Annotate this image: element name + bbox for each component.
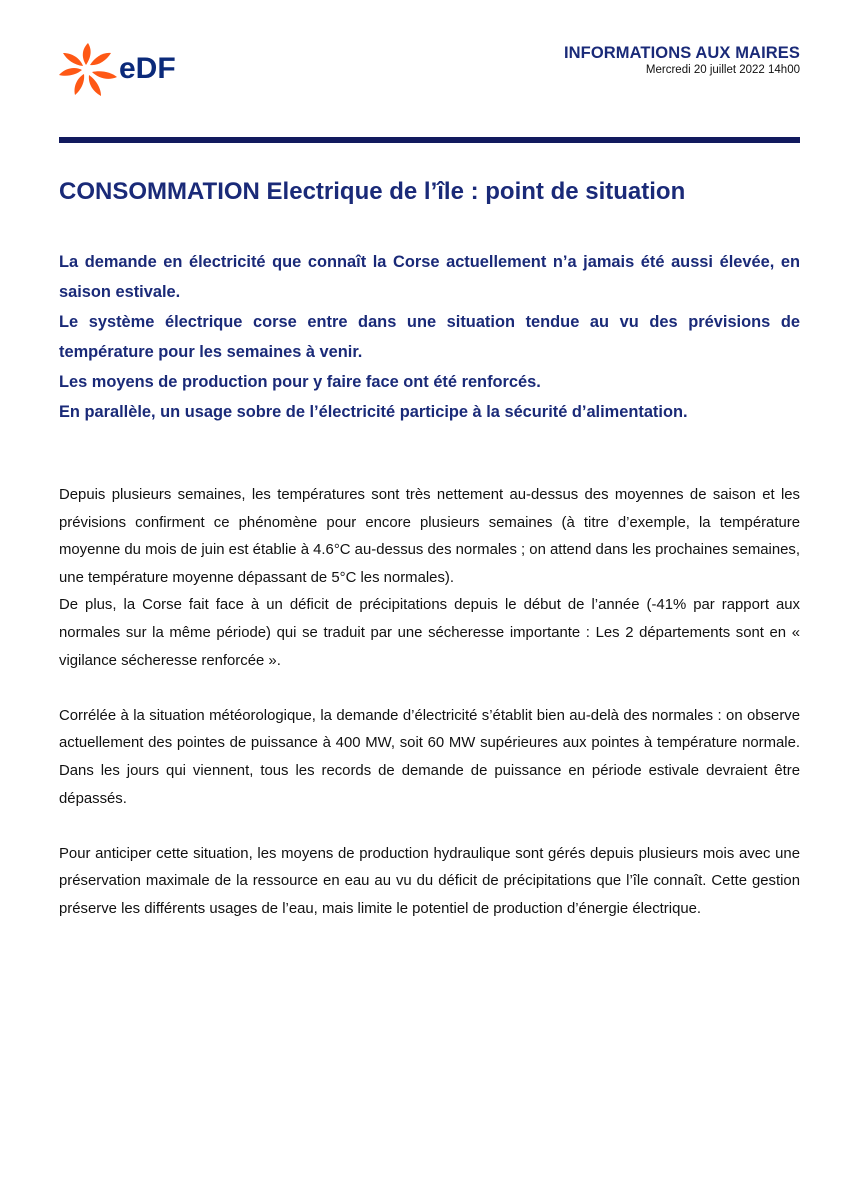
paragraph-spacer xyxy=(59,813,800,841)
body-paragraph: Pour anticiper cette situation, les moyens de production hydraulique sont gérés depuis plusieurs mois avec une préservation maximale de la ressource en eau au vu du déficit de précipitations que l’île connaît. Cette gestion préserve les différents usages de l’eau, mais limite le potentiel de production d’énergie électrique. xyxy=(59,845,800,917)
edf-logo xyxy=(57,41,187,97)
body-paragraph: Depuis plusieurs semaines, les températures sont très nettement au-dessus des moyennes de saison et les prévisions confirment ce phénomène pour encore plusieurs semaines (à titre d’exemple, la température moyenne du mois de juin est établie à 4.6°C au-dessus des normales ; on attend dans les prochaines semaines, une température moyenne dépassant de 5°C les normales). xyxy=(59,487,800,586)
body-paragraph: De plus, la Corse fait face à un déficit de précipitations depuis le début de l’année (-41% par rapport aux normales sur la même période) qui se traduit par une sécheresse importante : Les 2 départements sont en « vigilance sécheresse renforcée ». xyxy=(59,597,800,669)
lead-line: Les moyens de production pour y faire face ont été renforcés. xyxy=(59,373,541,391)
body-paragraph: Corrélée à la situation météorologique, la demande d’électricité s’établit bien au-delà des normales : on observe actuellement des pointes de puissance à 400 MW, soit 60 MW supérieures aux pointes à température normale. Dans les jours qui viennent, tous les records de demande de puissance en période estivale devraient être dépassés. xyxy=(59,707,800,807)
body-text xyxy=(59,482,800,924)
page-title: CONSOMMATION Electrique de l’île : point de situation xyxy=(59,178,686,205)
lead-line: La demande en électricité que connaît la Corse actuellement n’a jamais été aussi élevée, en saison estivale. xyxy=(59,253,800,301)
header-title: INFORMATIONS AUX MAIRES xyxy=(563,44,800,62)
lead-line: Le système électrique corse entre dans une situation tendue au vu des prévisions de température pour les semaines à venir. xyxy=(59,313,800,361)
edf-logo-text: eDF xyxy=(119,52,176,85)
header-divider xyxy=(59,137,800,143)
header-date: Mercredi 20 juillet 2022 14h00 xyxy=(645,64,800,76)
lead-paragraph xyxy=(59,247,800,427)
edf-sun-icon xyxy=(57,41,119,97)
header-info xyxy=(564,44,800,78)
paragraph-spacer xyxy=(59,675,800,703)
lead-line: En parallèle, un usage sobre de l’électricité participe à la sécurité d’alimentation. xyxy=(59,403,688,421)
